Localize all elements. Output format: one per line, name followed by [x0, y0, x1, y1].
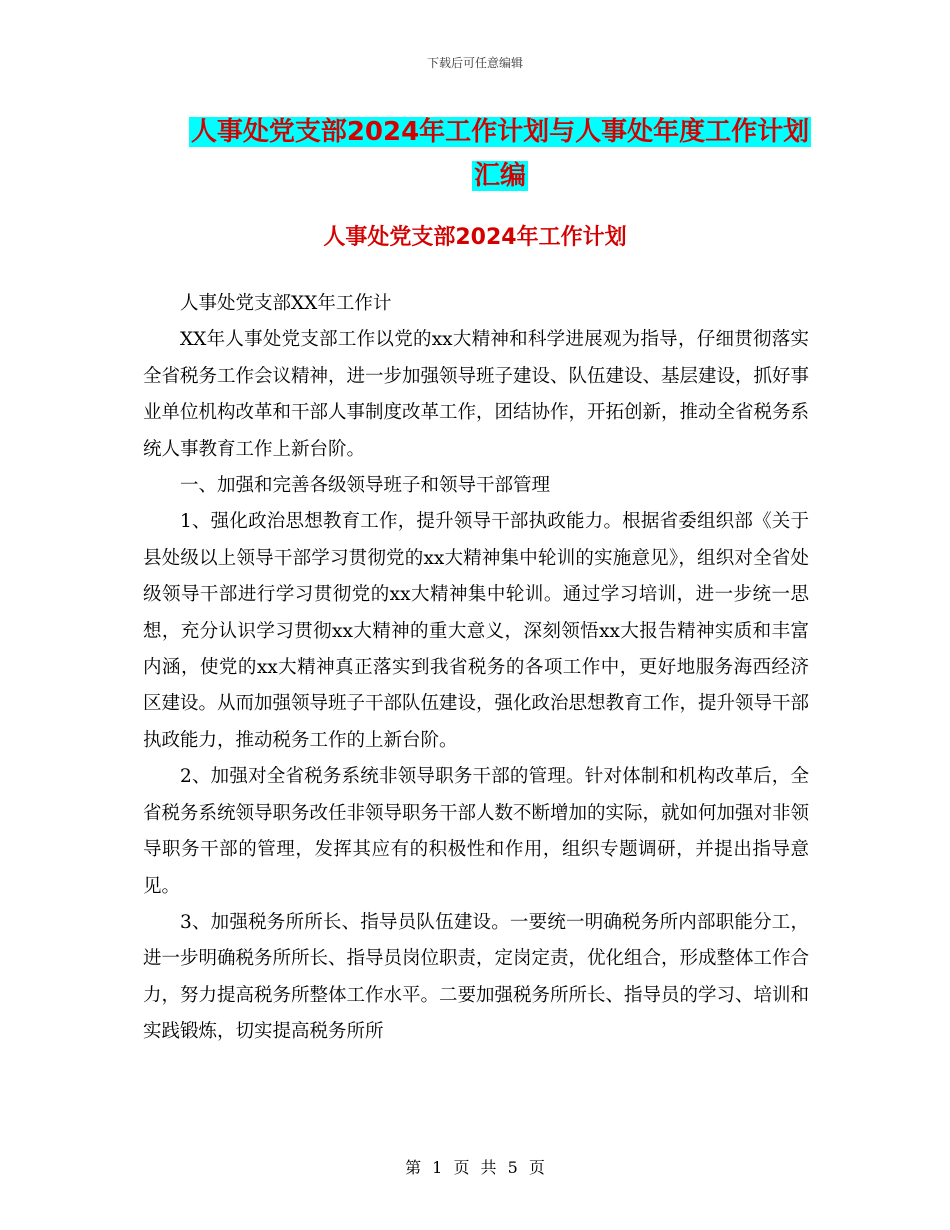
paragraph: 1、强化政治思想教育工作，提升领导干部执政能力。根据省委组织部《关于县处级以上领导干部学习贯彻党的xx大精神集中轮训的实施意见》，组织对全省处级领导干部进行学习贯彻党的xx大精神集中轮训。通过学习培训，进一步统一思想，充分认识学习贯彻xx大精神的重大意义，深刻领悟xx大报告精神实质和丰富内涵，使党的xx大精神真正落实到我省税务的各项工作中，更好地服务海西经济区建设。从而加强领导班子干部队伍建设，强化政治思想教育工作，提升领导干部执政能力，推动税务工作的上新台阶。: [143, 511, 810, 751]
section-title: 人事处党支部2024年工作计划: [323, 225, 627, 250]
document-body: [143, 286, 809, 1051]
document-title: [140, 110, 860, 198]
paragraph: XX年人事处党支部工作以党的xx大精神和科学进展观为指导，仔细贯彻落实全省税务工作会议精神，进一步加强领导班子建设、队伍建设、基层建设，抓好事业单位机构改革和干部人事制度改革工作，团结协作，开拓创新，推动全省税务系统人事教育工作上新台阶。: [143, 329, 810, 460]
paragraph: 人事处党支部XX年工作计: [180, 293, 392, 314]
paragraph: 3、加强税务所所长、指导员队伍建设。一要统一明确税务所内部职能分工，进一步明确税务所所长、指导员岗位职责，定岗定责，优化组合，形成整体工作合力，努力提高税务所整体工作水平。二要加强税务所所长、指导员的学习、培训和实践锻炼，切实提高税务所所: [143, 911, 810, 1043]
section-heading: 一、加强和完善各级领导班子和领导干部管理: [180, 475, 551, 497]
header-note: 下载后可任意编辑: [426, 56, 523, 70]
paragraph: 2、加强对全省税务系统非领导职务干部的管理。针对体制和机构改革后，全省税务系统领导职务改任非领导职务干部人数不断增加的实际，就如何加强对非领导职务干部的管理，发挥其应有的积极性和作用，组织专题调研，并提出指导意见。: [143, 766, 810, 897]
page-footer: 第 1 页 共 5 页: [405, 1158, 545, 1177]
document-title-line-2: 汇编: [473, 161, 526, 191]
document-title-line-1: 人事处党支部2024年工作计划与人事处年度工作计划: [190, 117, 810, 147]
